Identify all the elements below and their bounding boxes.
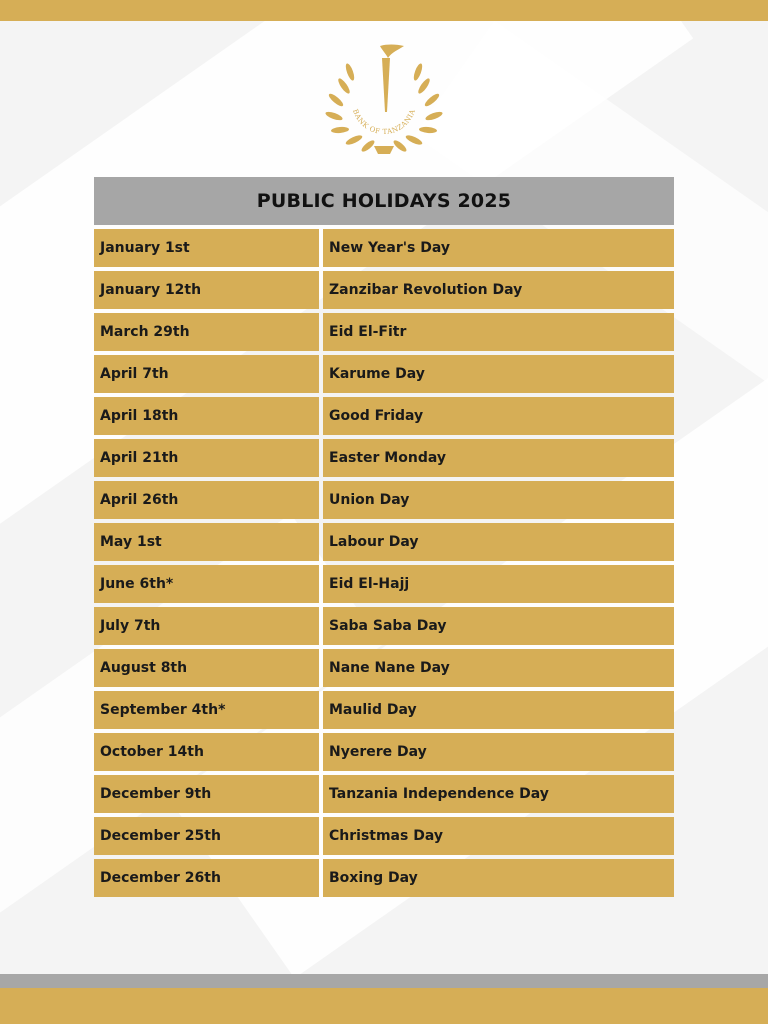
holiday-cell: Union Day <box>323 481 674 519</box>
date-cell: December 26th <box>94 859 319 897</box>
date-cell: April 21th <box>94 439 319 477</box>
date-cell: December 25th <box>94 817 319 855</box>
holiday-cell: Zanzibar Revolution Day <box>323 271 674 309</box>
date-cell: May 1st <box>94 523 319 561</box>
table-row <box>94 775 674 813</box>
date-cell: September 4th* <box>94 691 319 729</box>
holiday-cell: Karume Day <box>323 355 674 393</box>
table-row <box>94 439 674 477</box>
holiday-cell: Maulid Day <box>323 691 674 729</box>
holiday-cell: Easter Monday <box>323 439 674 477</box>
date-cell: October 14th <box>94 733 319 771</box>
table-row <box>94 271 674 309</box>
table-row <box>94 691 674 729</box>
holiday-cell: Good Friday <box>323 397 674 435</box>
holiday-cell: Boxing Day <box>323 859 674 897</box>
top-accent-bar <box>0 0 768 21</box>
holiday-cell: Saba Saba Day <box>323 607 674 645</box>
holiday-table <box>94 177 674 901</box>
table-title: PUBLIC HOLIDAYS 2025 <box>94 177 674 225</box>
table-row <box>94 397 674 435</box>
table-row <box>94 607 674 645</box>
table-row <box>94 859 674 897</box>
table-row <box>94 481 674 519</box>
holiday-cell: Christmas Day <box>323 817 674 855</box>
holiday-cell: Tanzania Independence Day <box>323 775 674 813</box>
date-cell: December 9th <box>94 775 319 813</box>
table-row <box>94 523 674 561</box>
table-row <box>94 355 674 393</box>
date-cell: March 29th <box>94 313 319 351</box>
date-cell: July 7th <box>94 607 319 645</box>
holiday-cell: Nane Nane Day <box>323 649 674 687</box>
bank-of-tanzania-logo <box>320 42 448 158</box>
table-row <box>94 649 674 687</box>
table-row <box>94 229 674 267</box>
table-row <box>94 313 674 351</box>
table-row <box>94 565 674 603</box>
holiday-cell: Labour Day <box>323 523 674 561</box>
date-cell: August 8th <box>94 649 319 687</box>
date-cell: January 12th <box>94 271 319 309</box>
bottom-gray-bar <box>0 974 768 988</box>
holiday-cell: New Year's Day <box>323 229 674 267</box>
logo-text: BANK OF TANZANIA <box>351 108 417 137</box>
svg-text:BANK OF TANZANIA <box>351 108 417 136</box>
date-cell: January 1st <box>94 229 319 267</box>
date-cell: April 18th <box>94 397 319 435</box>
bottom-accent-bar <box>0 988 768 1024</box>
date-cell: April 7th <box>94 355 319 393</box>
holiday-cell: Nyerere Day <box>323 733 674 771</box>
holiday-cell: Eid El-Fitr <box>323 313 674 351</box>
table-row <box>94 733 674 771</box>
table-rows <box>94 229 674 897</box>
date-cell: June 6th* <box>94 565 319 603</box>
date-cell: April 26th <box>94 481 319 519</box>
holiday-cell: Eid El-Hajj <box>323 565 674 603</box>
table-row <box>94 817 674 855</box>
